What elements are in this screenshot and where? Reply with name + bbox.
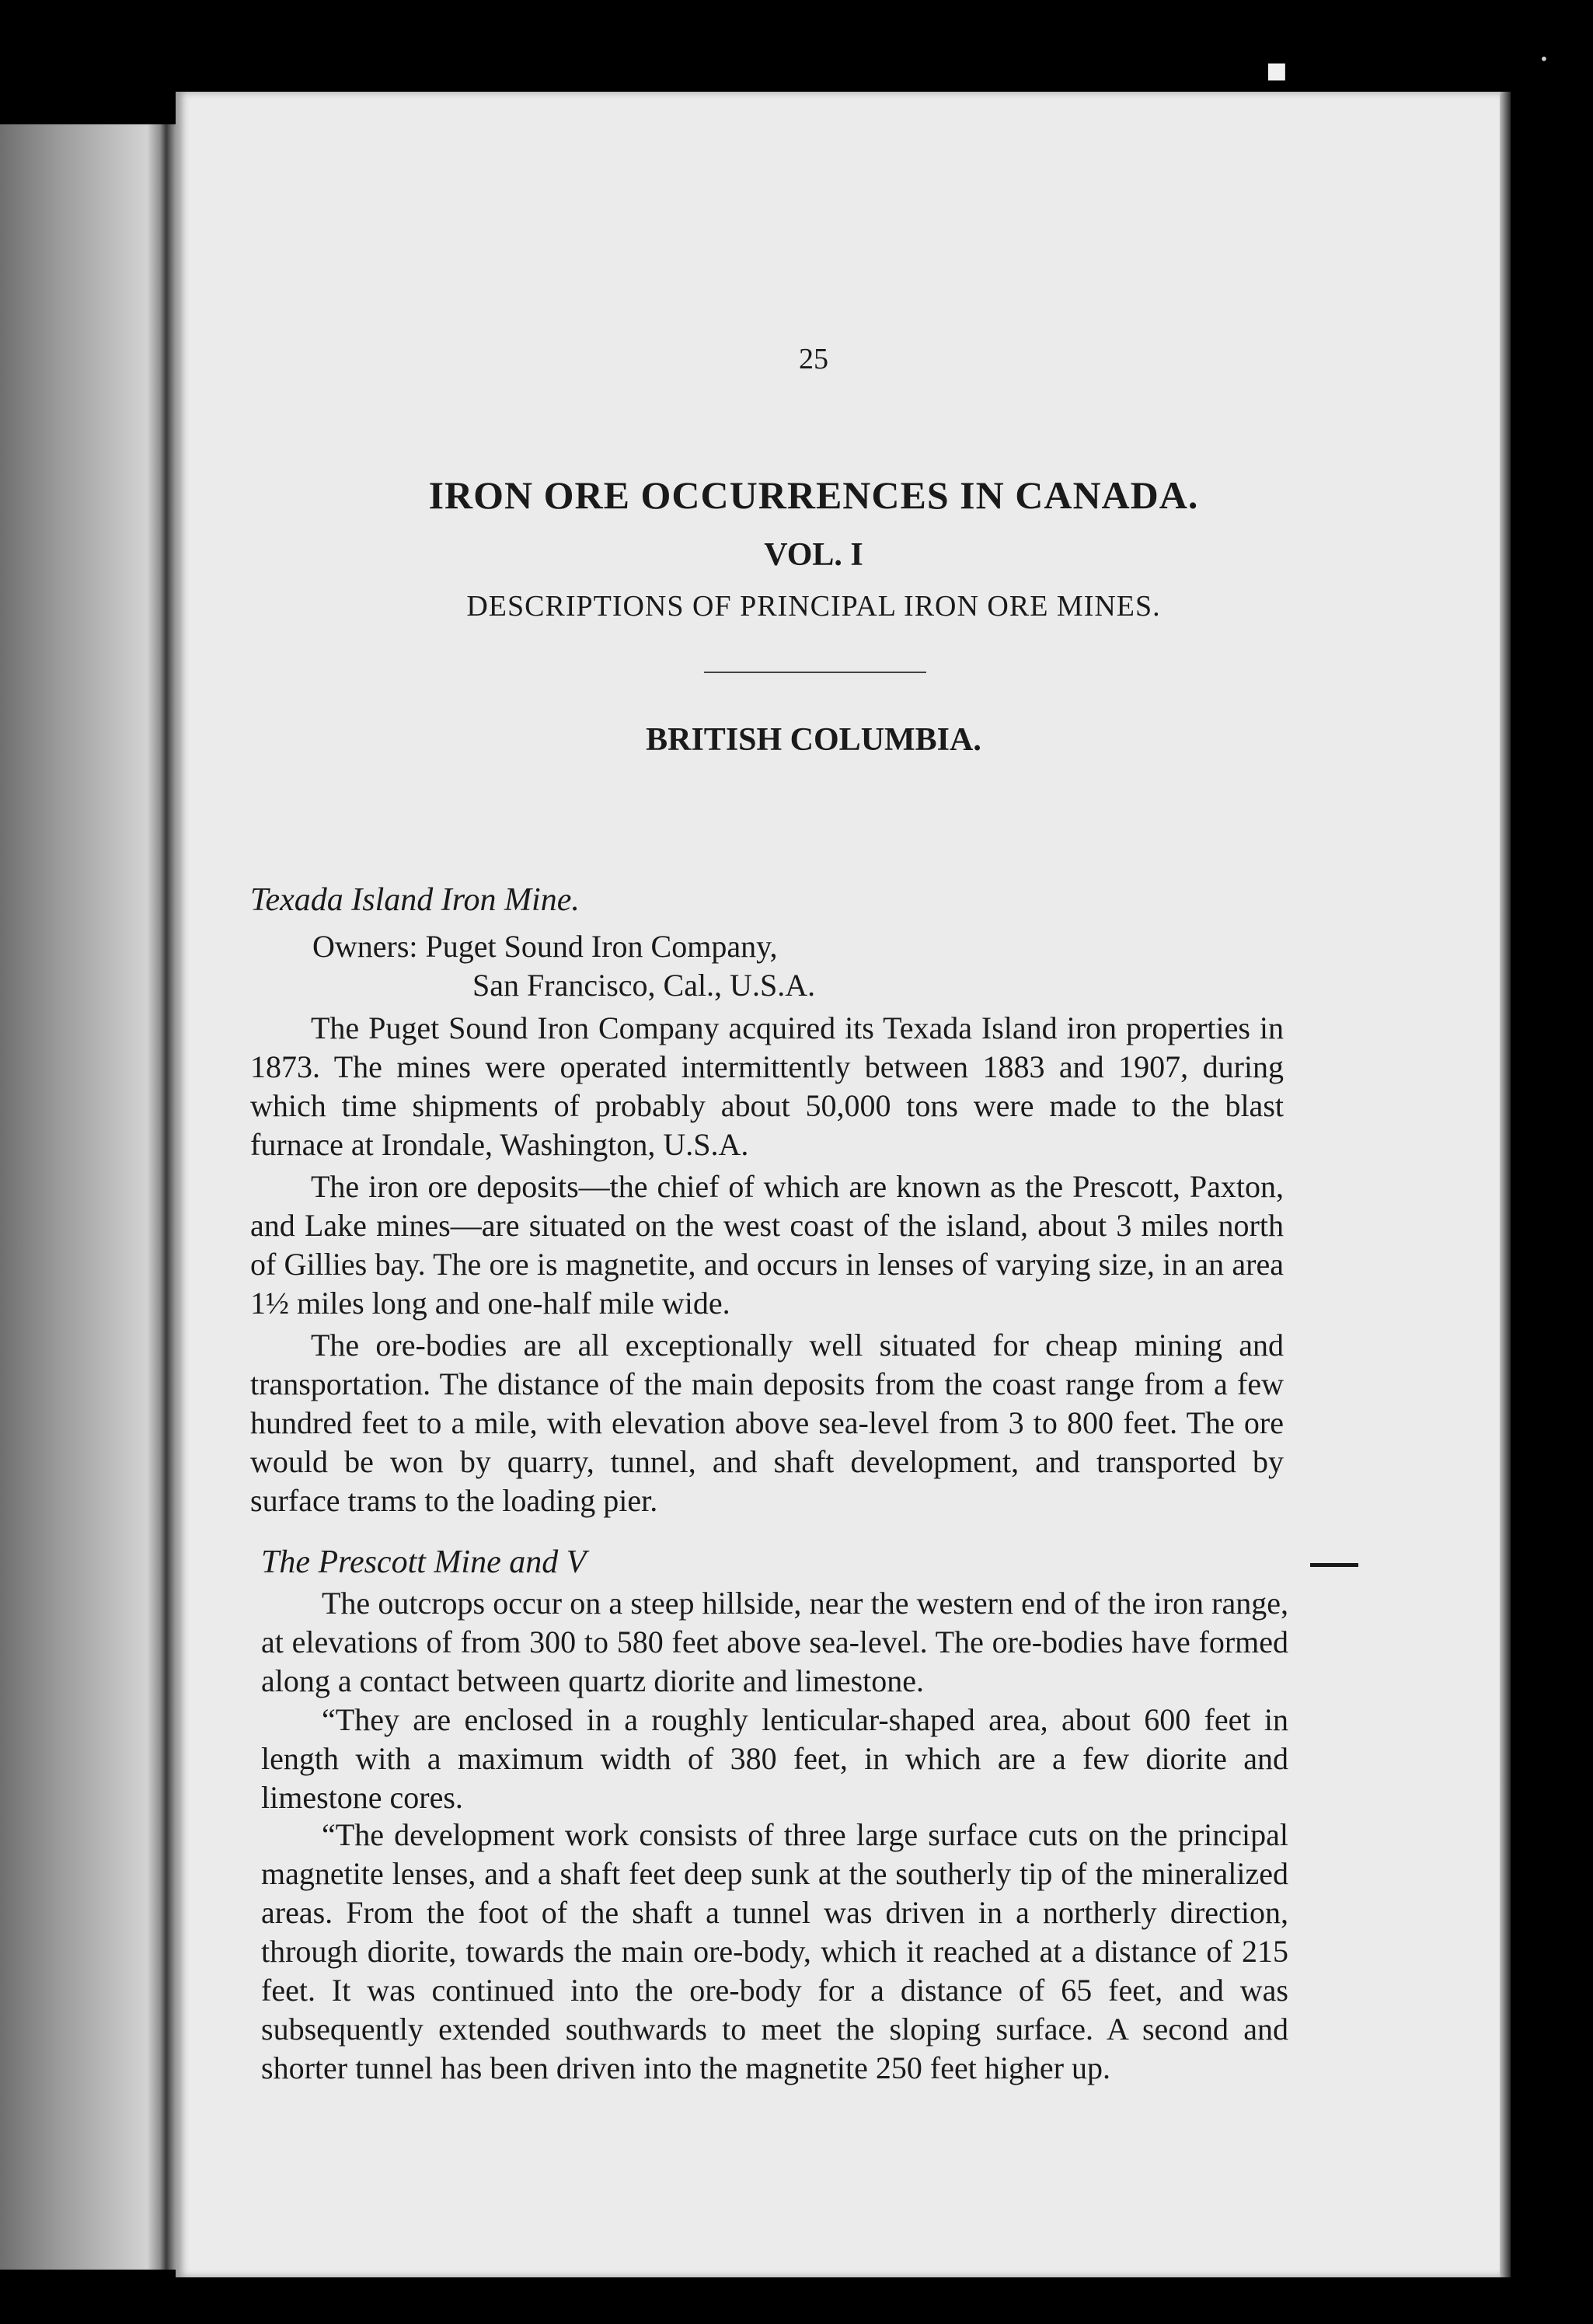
scan-speck: ·	[1539, 40, 1549, 79]
page-number: 25	[799, 343, 828, 375]
paragraph-transportation: The ore-bodies are all exceptionally well situated for cheap mining and transportation. The distance of the main deposits from the coast range from a few hundred feet to a mile, with elevation above sea-level from 3 to 800 feet. The ore would be won by quarry, tunnel, and shaft development, and transported by surface trams to the loading pier.	[250, 1328, 1284, 1518]
paragraph-outcrops: The outcrops occur on a steep hillside, near the western end of the iron range, at elevations of from 300 to 580 feet above sea-level. The ore-bodies have formed along a contact between quartz diorite and limestone.	[261, 1586, 1288, 1698]
owners-line-2: San Francisco, Cal., U.S.A.	[472, 968, 816, 1003]
section-divider	[704, 672, 926, 673]
facing-page-edge	[0, 124, 165, 2270]
section-heading-texada: Texada Island Iron Mine.	[250, 882, 580, 918]
document-subtitle: DESCRIPTIONS OF PRINCIPAL IRON ORE MINES.	[466, 590, 1161, 623]
province-heading: BRITISH COLUMBIA.	[646, 722, 981, 758]
document-title: IRON ORE OCCURRENCES IN CANADA.	[428, 473, 1199, 517]
scan-speck: ▪	[1265, 50, 1288, 89]
print-mark	[1310, 1563, 1358, 1567]
owners-line-1: Owners: Puget Sound Iron Company,	[312, 929, 778, 964]
paragraph-enclosure: “They are enclosed in a roughly lenticular-shaped area, about 600 feet in length with a maximum width of 380 feet, in which are a few diorite and limestone cores.	[261, 1702, 1288, 1815]
book-gutter	[148, 124, 179, 2270]
paragraph-development: “The development work consists of three large surface cuts on the principal magnetite lenses, and a shaft feet deep sunk at the southerly tip of the mineralized areas. From the foot of the shaft a tunnel was driven in a northerly direction, through diorite, towards the main ore-body, which it reached at a distance of 215 feet. It was continued into the ore-body for a distance of 65 feet, and was subsequently extended southwards to meet the sloping surface. A second and shorter tunnel has been driven into the magnetite 250 feet higher up.	[261, 1817, 1288, 2085]
book-page	[176, 92, 1500, 2277]
paragraph-deposits: The iron ore deposits—the chief of which are known as the Prescott, Paxton, and Lake mines—are situated on the west coast of the island, about 3 miles north of Gillies bay. The ore is magnetite, and occurs in lenses of varying size, in an area 1½ miles long and one-half mile wide.	[250, 1169, 1284, 1321]
page-edge-shadow	[1500, 92, 1511, 2277]
volume-label: VOL. I	[764, 537, 863, 573]
section-heading-prescott: The Prescott Mine and V	[261, 1544, 587, 1580]
paragraph-acquisition: The Puget Sound Iron Company acquired its Texada Island iron properties in 1873. The mines were operated intermittently between 1883 and 1907, during which time shipments of probably about 50,000 tons were made to the blast furnace at Irondale, Washington, U.S.A.	[250, 1010, 1284, 1162]
